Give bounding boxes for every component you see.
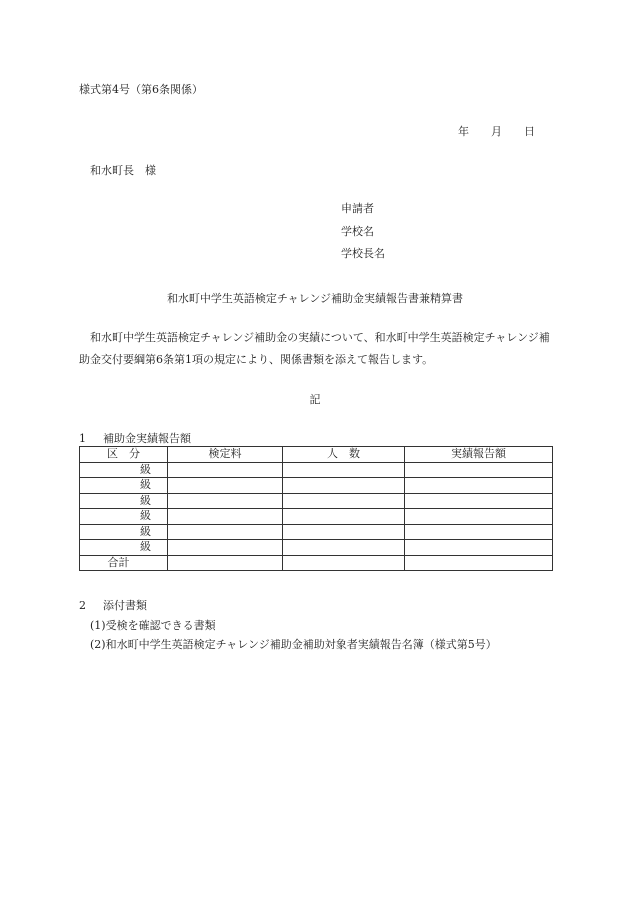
exam-fee-cell	[168, 493, 283, 509]
body-paragraph: 和水町中学生英語検定チャレンジ補助金の実績について、和水町中学生英語検定チャレンジ補助金交付要綱第6条第1項の規定により、関係書類を添えて報告します。	[79, 331, 550, 366]
table-header-row	[80, 447, 553, 463]
attachment-item: (1)受検を確認できる書類	[90, 619, 216, 632]
date-line	[458, 123, 535, 139]
grade-cell: 級	[80, 524, 168, 540]
form-number: 様式第4号（第6条関係）	[79, 83, 203, 96]
table-row	[80, 493, 553, 509]
report-amount-cell	[405, 555, 553, 571]
grade-cell: 級	[80, 493, 168, 509]
exam-fee-cell	[168, 462, 283, 478]
report-amount-cell	[405, 509, 553, 525]
table-total-row	[80, 555, 553, 571]
grade-cell: 級	[80, 509, 168, 525]
ki-heading: 記	[309, 393, 321, 406]
headcount-cell	[283, 509, 405, 525]
header-exam-fee: 検定料	[168, 447, 283, 463]
section2-label: 添付書類	[103, 599, 147, 612]
addressee: 和水町長 様	[90, 164, 156, 177]
exam-fee-cell	[168, 478, 283, 494]
grade-cell: 級	[80, 462, 168, 478]
section1-heading	[79, 430, 191, 446]
headcount-cell	[283, 493, 405, 509]
table-row	[80, 540, 553, 556]
report-amount-cell	[405, 493, 553, 509]
report-amount-cell	[405, 462, 553, 478]
principal-name-label: 学校長名	[341, 247, 385, 260]
table-row	[80, 478, 553, 494]
report-amount-cell	[405, 540, 553, 556]
document-title: 和水町中学生英語検定チャレンジ補助金実績報告書兼精算書	[166, 292, 464, 305]
report-table	[79, 446, 553, 571]
report-amount-cell	[405, 478, 553, 494]
grade-cell: 級	[80, 540, 168, 556]
headcount-cell	[283, 462, 405, 478]
section2-heading	[79, 597, 147, 613]
table-row	[80, 509, 553, 525]
section2-number: 2	[79, 599, 86, 612]
attachment-item: (2)和水町中学生英語検定チャレンジ補助金補助対象者実績報告名簿（様式第5号）	[90, 638, 497, 651]
exam-fee-cell	[168, 555, 283, 571]
headcount-cell	[283, 524, 405, 540]
table-row	[80, 462, 553, 478]
header-report-amount: 実績報告額	[405, 447, 553, 463]
exam-fee-cell	[168, 509, 283, 525]
table-row	[80, 524, 553, 540]
exam-fee-cell	[168, 524, 283, 540]
grade-cell: 級	[80, 478, 168, 494]
header-category: 区 分	[80, 447, 168, 463]
headcount-cell	[283, 478, 405, 494]
applicant-label: 申請者	[341, 202, 374, 215]
headcount-cell	[283, 555, 405, 571]
date-day: 日	[524, 125, 535, 138]
headcount-cell	[283, 540, 405, 556]
total-label-cell: 合計	[80, 555, 168, 571]
exam-fee-cell	[168, 540, 283, 556]
school-name-label: 学校名	[341, 225, 374, 238]
section1-label: 補助金実績報告額	[103, 432, 191, 445]
report-amount-cell	[405, 524, 553, 540]
date-year: 年	[458, 125, 469, 138]
header-headcount: 人 数	[283, 447, 405, 463]
section1-number: 1	[79, 432, 86, 445]
date-month: 月	[491, 125, 502, 138]
